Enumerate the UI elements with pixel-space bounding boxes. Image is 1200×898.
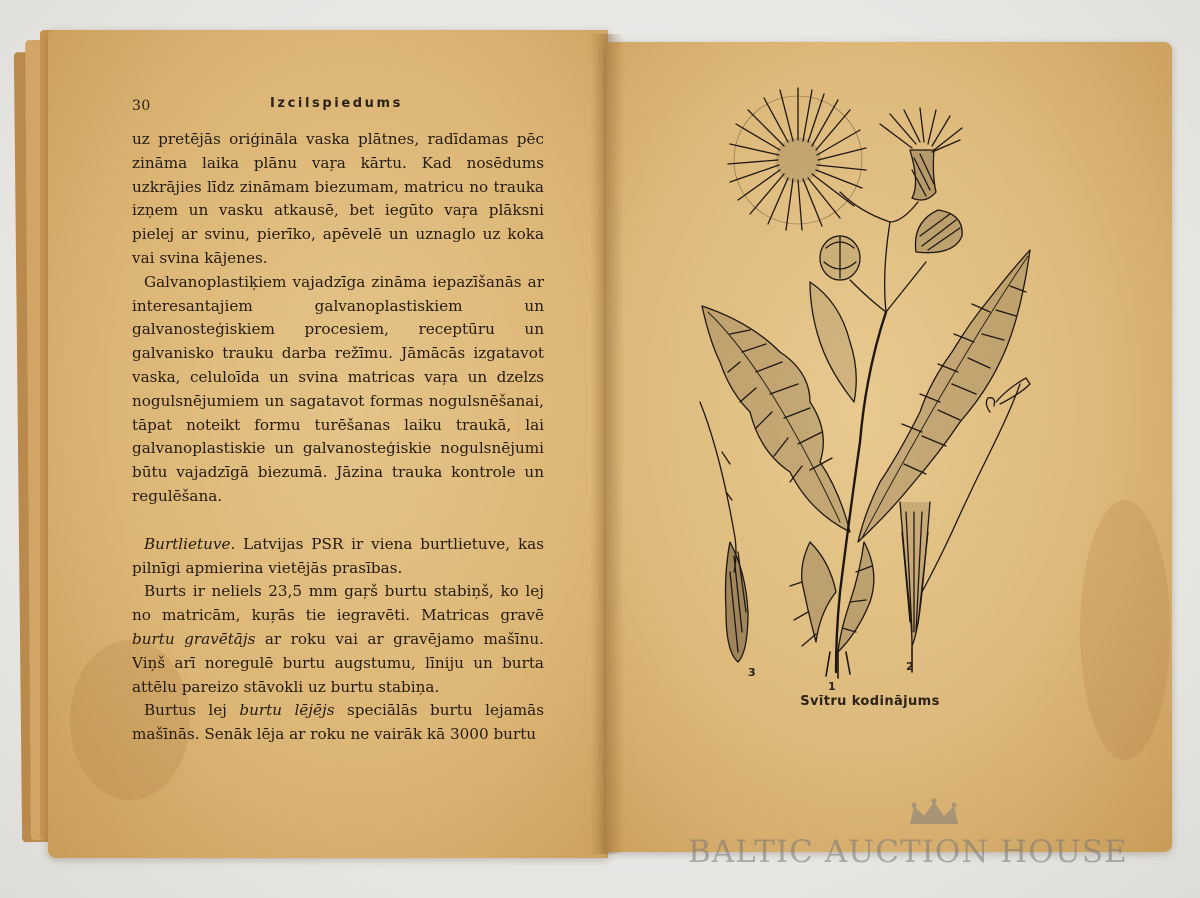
body-text [132,128,544,747]
page-number: 30 [132,98,151,114]
leaf [810,282,856,402]
running-head: Izcilspiedums [270,96,403,111]
paragraph: Galvanoplastiķiem vajadzīga zināma iepazīšanās ar interesantajiem galvanoplastiskiem un galvanosteģiskiem procesiem, receptūru un galvanisko trauku darba režīmu. Jāmācās izgatavot vaska, celuloīda un svina matricas vaŗa un dzelzs nogulsnējumiem un sagatavot formas nogulsnēšanai, tāpat noteikt formu turēšanas laiku traukā, lai galvanoplastiskie un galvanosteģiskie nogulsnējumi būtu vajadzīgā biezumā. Jāzina trauka kontrole un regulēšana. [132,272,544,505]
italic-term: burtu gravētājs [132,629,256,648]
botanical-illustration [690,72,1040,692]
paragraph [132,533,544,581]
paragraph: uz pretējās oriģināla vaska plātnes, radīdamas pēc zināma laika plānu vaŗa kārtu. Kad nosēdums uzkrājies līdz zināmam biezumam, matricu no trauka izņem un vasku atkausē, bet iegūto vaŗa plāksni pielej ar svinu, pierīko, apēvelē un uznaglo uz koka vai svina kājenes. [132,130,544,267]
figure-label: 1 [828,680,836,693]
paragraph-text: ar roku vai ar gravējamo mašīnu. Viņš arī noregulē burtu augstumu, līniju un burta attēlu pareizo stāvokli uz burtu stabiņa. [132,629,544,696]
leaf [802,542,836,642]
paragraph-text: Burts ir neliels 23,5 mm gaŗš burtu stabiņš, ko lej no matricām, kuŗās tie iegravēti. Matricas gravē [132,582,544,625]
paragraph-text: speciālās burtu lejamās mašīnās. Senāk lēja ar roku ne vairāk kā 3000 burtu [132,701,544,744]
stem [886,262,926,312]
italic-term: Burtlietuve. [144,534,236,553]
paragraph [132,580,544,699]
stem [890,202,918,222]
flower-head [728,88,866,230]
paper-stain [1080,500,1170,760]
watermark-text: BALTIC AUCTION HOUSE [688,834,1128,870]
figure-label: 3 [748,666,756,679]
flower-bud [820,236,860,280]
crown-icon [906,798,962,828]
figure-label: 2 [906,660,914,673]
book-gutter [590,34,624,854]
paragraph-text: Burtus lej [144,701,240,720]
paragraph-text: Latvijas PSR ir viena burtlietuve, kas pilnīgi apmierina vietējās prasības. [132,534,544,577]
stem [850,280,886,312]
italic-term: burtu lējējs [239,701,335,720]
paragraph [132,699,544,747]
achene-specimen [700,402,748,662]
small-flower [880,108,962,200]
figure-caption: Svītru kodinājums [800,694,940,709]
flower-bud [915,210,962,253]
